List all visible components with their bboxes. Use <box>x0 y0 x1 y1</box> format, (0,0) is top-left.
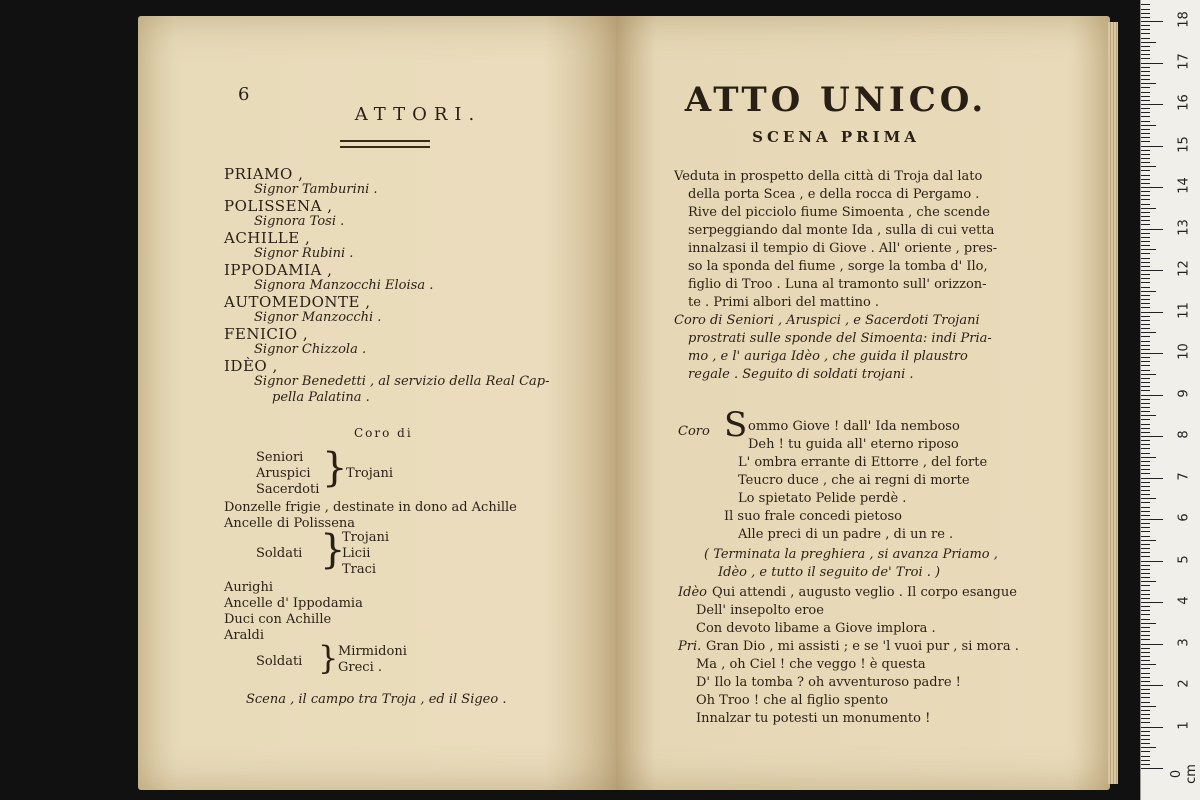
ruler-tick <box>1141 46 1150 47</box>
ruler-tick <box>1141 141 1150 142</box>
ruler-tick <box>1141 668 1150 669</box>
other-role: Ancelle d' Ippodamia <box>224 596 363 611</box>
ruler-tick <box>1141 407 1150 408</box>
ruler-tick <box>1141 656 1150 657</box>
ruler-tick <box>1141 764 1150 765</box>
open-book <box>138 16 1110 790</box>
page-title: ATTORI. <box>354 104 482 125</box>
ruler-number: 7 <box>1176 471 1192 481</box>
ruler-tick <box>1141 652 1150 653</box>
ruler-tick <box>1141 67 1150 68</box>
verse-line: Innalzar tu potesti un monumento ! <box>696 711 931 726</box>
ruler-tick <box>1141 191 1150 192</box>
ruler-tick <box>1141 245 1150 246</box>
ruler-tick <box>1141 270 1163 271</box>
ruler-tick <box>1141 473 1150 474</box>
drop-cap: S <box>724 405 748 445</box>
ruler-tick <box>1141 577 1150 578</box>
soldati-member: Greci . <box>338 660 382 675</box>
ruler-tick <box>1141 639 1150 640</box>
ruler-number: 2 <box>1176 679 1192 688</box>
cast-role: IDÈO , <box>224 357 278 375</box>
ruler-tick <box>1141 116 1150 117</box>
ruler-tick <box>1141 444 1150 445</box>
other-role: Aurighi <box>224 580 273 595</box>
ruler-tick <box>1141 179 1150 180</box>
desc-line: mo , e l' auriga Idèo , che guida il plaustro <box>688 349 968 364</box>
ruler-tick <box>1141 307 1150 308</box>
ruler-number: 14 <box>1176 177 1192 194</box>
cast-actor: Signor Chizzola . <box>254 342 367 357</box>
ruler-tick <box>1141 627 1150 628</box>
desc-line: Coro di Seniori , Aruspici , e Sacerdoti Trojani <box>674 313 980 328</box>
cast-role: IPPODAMIA , <box>224 261 333 279</box>
ruler-tick <box>1141 702 1150 703</box>
ruler-tick <box>1141 594 1150 595</box>
ruler-tick <box>1141 424 1150 425</box>
ruler-tick <box>1141 382 1150 383</box>
page-number: 6 <box>238 84 250 105</box>
ruler-tick <box>1141 673 1150 674</box>
ruler-tick <box>1141 606 1150 607</box>
ruler-tick <box>1141 536 1150 537</box>
coro-member: Sacerdoti <box>256 482 320 497</box>
soldati-label: Soldati <box>256 654 303 669</box>
soldati-member: Trojani <box>342 530 390 545</box>
ruler-tick <box>1141 29 1150 30</box>
ruler-tick <box>1141 104 1163 105</box>
desc-line: regale . Seguito di soldati trojani . <box>688 367 914 382</box>
cast-actor: Signor Manzocchi . <box>254 310 382 325</box>
ruler-tick <box>1141 112 1150 113</box>
ruler-tick <box>1141 96 1150 97</box>
ruler-tick <box>1141 623 1156 624</box>
desc-line: della porta Scea , e della rocca di Pergamo . <box>688 187 980 202</box>
ruler-tick <box>1141 125 1156 126</box>
ruler-tick <box>1141 336 1150 337</box>
ruler-tick <box>1141 660 1150 661</box>
other-role: Duci con Achille <box>224 612 332 627</box>
ruler-tick <box>1141 428 1150 429</box>
ruler-tick <box>1141 63 1163 64</box>
ruler-tick <box>1141 299 1150 300</box>
desc-line: te . Primi albori del mattino . <box>688 295 880 310</box>
ruler-tick <box>1141 573 1150 574</box>
ornament-divider <box>340 140 430 148</box>
ruler-tick <box>1141 150 1150 151</box>
ruler-tick <box>1141 13 1150 14</box>
ruler-tick <box>1141 540 1156 541</box>
ruler-tick <box>1141 324 1150 325</box>
ruler-number: 15 <box>1176 135 1192 153</box>
ruler-number: 3 <box>1176 637 1192 647</box>
ruler-tick <box>1141 54 1150 55</box>
ruler-tick <box>1141 739 1150 740</box>
ruler-number: 4 <box>1176 596 1192 605</box>
ruler-tick <box>1141 154 1150 155</box>
ruler-tick <box>1141 166 1156 167</box>
left-page <box>138 16 616 790</box>
desc-line: Veduta in prospetto della città di Troja dal lato <box>674 169 983 184</box>
verse-line: Deh ! tu guida all' eterno riposo <box>748 437 959 452</box>
ruler-tick <box>1141 465 1150 466</box>
verse-line: Dell' insepolto eroe <box>696 603 824 618</box>
ruler-tick <box>1141 295 1150 296</box>
ruler-tick <box>1141 432 1150 433</box>
soldati-members <box>338 644 407 676</box>
verse-line: Oh Troo ! che al figlio spento <box>696 693 889 708</box>
ruler-tick <box>1141 486 1150 487</box>
verse-line: Con devoto libame a Giove implora . <box>696 621 936 636</box>
ruler-tick <box>1141 515 1150 516</box>
ruler-tick <box>1141 133 1150 134</box>
ruler-number: 18 <box>1176 11 1192 28</box>
ruler-tick <box>1141 619 1150 620</box>
ruler-tick <box>1141 75 1150 76</box>
page-edges <box>1108 22 1118 784</box>
verse-line: Lo spietato Pelide perdè . <box>738 491 907 506</box>
cast-actor: Signora Tosi . <box>254 214 345 229</box>
ruler-number: 16 <box>1176 94 1192 111</box>
ruler-tick <box>1141 386 1150 387</box>
ruler-tick <box>1141 224 1150 225</box>
other-role: Araldi <box>224 628 264 643</box>
ruler-tick <box>1141 403 1150 404</box>
desc-line: prostrati sulle sponde del Simoenta: indi Pria- <box>688 331 992 346</box>
coro-heading: Coro di <box>354 426 413 440</box>
ruler-tick <box>1141 685 1163 686</box>
ruler-tick <box>1141 602 1163 603</box>
ruler-tick <box>1141 581 1156 582</box>
ruler-number: 11 <box>1176 301 1192 319</box>
ruler-tick <box>1141 50 1150 51</box>
ruler-tick <box>1141 419 1150 420</box>
cast-role: POLISSENA , <box>224 197 333 215</box>
ruler-tick <box>1141 760 1150 761</box>
ruler-number: 0 cm <box>1169 764 1199 784</box>
ruler-tick <box>1141 747 1156 748</box>
ruler-tick <box>1141 341 1150 342</box>
ruler-tick <box>1141 208 1156 209</box>
ruler-tick <box>1141 561 1163 562</box>
ruler-tick <box>1141 58 1150 59</box>
ruler-tick <box>1141 590 1150 591</box>
ruler-tick <box>1141 677 1150 678</box>
ruler-number: 6 <box>1176 513 1192 522</box>
soldati-member: Mirmidoni <box>338 644 407 659</box>
ruler-tick <box>1141 494 1150 495</box>
ruler-tick <box>1141 253 1150 254</box>
ruler-number: 10 <box>1176 343 1192 360</box>
desc-line: Rive del picciolo fiume Simoenta , che scende <box>688 205 990 220</box>
ruler-tick <box>1141 453 1150 454</box>
ruler-tick <box>1141 436 1163 437</box>
cast-actor: Signor Tamburini . <box>254 182 378 197</box>
ruler-tick <box>1141 146 1163 147</box>
ruler-tick <box>1141 689 1150 690</box>
ruler-tick <box>1141 21 1163 22</box>
ruler-tick <box>1141 735 1150 736</box>
ruler-tick <box>1141 332 1156 333</box>
ruler-tick <box>1141 237 1150 238</box>
stage-direction: ( Terminata la preghiera , si avanza Priamo , <box>704 547 998 562</box>
brace-icon: } <box>322 445 348 491</box>
ruler-tick <box>1141 565 1150 566</box>
ruler-tick <box>1141 303 1150 304</box>
ruler-tick <box>1141 229 1163 230</box>
ruler-tick <box>1141 249 1156 250</box>
ruler-tick <box>1141 614 1150 615</box>
soldati-label: Soldati <box>256 546 303 561</box>
scene-title: SCENA PRIMA <box>752 128 920 146</box>
ruler-tick <box>1141 287 1150 288</box>
ruler-tick <box>1141 357 1150 358</box>
coro-member: Seniori <box>256 450 304 465</box>
verse-line: Qui attendi , augusto veglio . Il corpo esangue <box>712 585 1017 600</box>
speaker-label: Idèo <box>678 585 707 600</box>
ruler-tick <box>1141 291 1156 292</box>
ruler-tick <box>1141 644 1163 645</box>
ruler-tick <box>1141 374 1156 375</box>
ruler-tick <box>1141 768 1163 769</box>
cast-actor-cont: pella Palatina . <box>272 390 370 405</box>
ruler-tick <box>1141 457 1156 458</box>
ruler-tick <box>1141 162 1150 163</box>
measuring-ruler <box>1140 0 1200 800</box>
ruler-tick <box>1141 266 1150 267</box>
ruler-tick <box>1141 274 1150 275</box>
scene-note: Scena , il campo tra Troja , ed il Sigeo . <box>246 692 507 707</box>
brace-icon: } <box>320 527 346 573</box>
verse-line: Teucro duce , che ai regni di morte <box>738 473 970 488</box>
ruler-tick <box>1141 556 1150 557</box>
ruler-tick <box>1141 411 1150 412</box>
ruler-tick <box>1141 349 1150 350</box>
brace-icon: } <box>318 639 339 677</box>
cast-list <box>224 166 564 406</box>
ruler-tick <box>1141 137 1150 138</box>
ruler-tick <box>1141 83 1156 84</box>
cast-role: AUTOMEDONTE , <box>224 293 371 311</box>
ruler-tick <box>1141 461 1150 462</box>
coro-group-label: Trojani <box>346 466 394 481</box>
ruler-tick <box>1141 440 1150 441</box>
ruler-tick <box>1141 378 1150 379</box>
ruler-number: 17 <box>1176 52 1192 70</box>
ruler-tick <box>1141 527 1150 528</box>
ruler-tick <box>1141 282 1150 283</box>
ancelle-line: Ancelle di Polissena <box>224 516 356 531</box>
other-roles <box>224 580 363 644</box>
verse-line: Gran Dio , mi assisti ; e se 'l vuoi pur , si mora . <box>706 639 1019 654</box>
ruler-tick <box>1141 320 1150 321</box>
ruler-tick <box>1141 610 1150 611</box>
ruler-tick <box>1141 448 1150 449</box>
ruler-tick <box>1141 195 1150 196</box>
ruler-tick <box>1141 490 1150 491</box>
ruler-tick <box>1141 33 1150 34</box>
ruler-tick <box>1141 415 1156 416</box>
ruler-tick <box>1141 258 1150 259</box>
ruler-tick <box>1141 714 1150 715</box>
cast-actor: Signora Manzocchi Eloisa . <box>254 278 434 293</box>
ruler-tick <box>1141 187 1163 188</box>
cast-actor: Signor Benedetti , al servizio della Real Cap- <box>254 374 550 389</box>
ruler-tick <box>1141 158 1150 159</box>
ruler-tick <box>1141 199 1150 200</box>
soldati-members <box>342 530 389 578</box>
verse-line: Ma , oh Ciel ! che veggo ! è questa <box>696 657 926 672</box>
ruler-tick <box>1141 25 1150 26</box>
ruler-tick <box>1141 710 1150 711</box>
ruler-tick <box>1141 121 1150 122</box>
ruler-number: 1 <box>1176 720 1192 730</box>
ruler-tick <box>1141 175 1150 176</box>
ruler-tick <box>1141 365 1150 366</box>
ruler-tick <box>1141 731 1150 732</box>
ruler-tick <box>1141 92 1150 93</box>
ruler-tick <box>1141 129 1150 130</box>
ruler-tick <box>1141 523 1150 524</box>
ruler-tick <box>1141 635 1150 636</box>
desc-line: serpeggiando dal monte Ida , sulla di cui vetta <box>688 223 995 238</box>
scene-description <box>674 168 1014 312</box>
donzelle-line: Donzelle frigie , destinate in dono ad Achille <box>224 500 517 515</box>
verse-line: L' ombra errante di Ettorre , del forte <box>738 455 988 470</box>
ruler-tick <box>1141 693 1150 694</box>
ruler-tick <box>1141 328 1150 329</box>
ruler-tick <box>1141 502 1150 503</box>
ruler-tick <box>1141 478 1163 479</box>
ruler-tick <box>1141 681 1150 682</box>
ruler-tick <box>1141 278 1150 279</box>
cast-role: FENICIO , <box>224 325 309 343</box>
ruler-number: 13 <box>1176 218 1192 236</box>
ruler-tick <box>1141 395 1163 396</box>
verse-line: Alle preci di un padre , di un re . <box>738 527 954 542</box>
ruler-tick <box>1141 345 1150 346</box>
ruler-tick <box>1141 507 1150 508</box>
cast-role: PRIAMO , <box>224 165 304 183</box>
verse-line: ommo Giove ! dall' Ida nemboso <box>748 419 960 434</box>
ruler-tick <box>1141 87 1150 88</box>
ruler-tick <box>1141 482 1150 483</box>
coro-members <box>256 450 319 498</box>
ruler-tick <box>1141 548 1150 549</box>
ruler-tick <box>1141 370 1150 371</box>
ruler-tick <box>1141 220 1150 221</box>
ruler-tick <box>1141 727 1163 728</box>
coro-description <box>674 312 1014 384</box>
right-page <box>616 16 1110 790</box>
ruler-tick <box>1141 519 1163 520</box>
desc-line: so la sponda del fiume , sorge la tomba d' Ilo, <box>688 259 988 274</box>
ruler-tick <box>1141 598 1150 599</box>
ruler-tick <box>1141 4 1150 5</box>
ruler-tick <box>1141 212 1150 213</box>
ruler-number: 5 <box>1176 554 1192 564</box>
ruler-tick <box>1141 100 1150 101</box>
ruler-tick <box>1141 722 1150 723</box>
ruler-tick <box>1141 183 1150 184</box>
ruler-tick <box>1141 9 1150 10</box>
ruler-tick <box>1141 316 1150 317</box>
ruler-tick <box>1141 751 1150 752</box>
ruler-tick <box>1141 79 1150 80</box>
ruler-tick <box>1141 544 1150 545</box>
ruler-tick <box>1141 204 1150 205</box>
desc-line: figlio di Troo . Luna al tramonto sull' orizzon- <box>688 277 987 292</box>
cast-actor: Signor Rubini . <box>254 246 354 261</box>
ruler-number: 12 <box>1176 260 1192 277</box>
soldati-member: Licii <box>342 546 371 561</box>
ruler-tick <box>1141 511 1150 512</box>
ruler-number: 8 <box>1176 430 1192 439</box>
verse-line: Il suo frale concedi pietoso <box>724 509 902 524</box>
ruler-tick <box>1141 108 1150 109</box>
ruler-tick <box>1141 631 1150 632</box>
ruler-tick <box>1141 233 1150 234</box>
ruler-tick <box>1141 353 1163 354</box>
ruler-tick <box>1141 42 1156 43</box>
verse-line: D' Ilo la tomba ? oh avventuroso padre ! <box>696 675 961 690</box>
ruler-tick <box>1141 241 1150 242</box>
ruler-tick <box>1141 71 1150 72</box>
ruler-tick <box>1141 312 1163 313</box>
act-title: ATTO UNICO. <box>684 80 988 120</box>
ruler-tick <box>1141 17 1150 18</box>
ruler-tick <box>1141 585 1150 586</box>
ruler-tick <box>1141 498 1156 499</box>
ruler-number: 9 <box>1176 388 1192 398</box>
ruler-tick <box>1141 648 1150 649</box>
ruler-tick <box>1141 756 1150 757</box>
ruler-tick <box>1141 743 1150 744</box>
ruler-tick <box>1141 170 1150 171</box>
ruler-tick <box>1141 262 1150 263</box>
ruler-tick <box>1141 718 1150 719</box>
ruler-tick <box>1141 697 1150 698</box>
ruler-tick <box>1141 706 1156 707</box>
ruler-tick <box>1141 38 1150 39</box>
ruler-tick <box>1141 399 1150 400</box>
desc-line: innalzasi il tempio di Giove . All' oriente , pres- <box>688 241 998 256</box>
ruler-tick <box>1141 361 1150 362</box>
speaker-label: Pri. <box>678 639 702 654</box>
soldati-member: Traci <box>342 562 377 577</box>
cast-role: ACHILLE , <box>224 229 311 247</box>
ruler-tick <box>1141 469 1150 470</box>
coro-member: Aruspici <box>256 466 311 481</box>
ruler-tick <box>1141 664 1156 665</box>
stage-direction: Idèo , e tutto il seguito de' Troi . ) <box>718 565 941 580</box>
ruler-tick <box>1141 569 1150 570</box>
ruler-tick <box>1141 552 1150 553</box>
ruler-tick <box>1141 216 1150 217</box>
ruler-tick <box>1141 390 1150 391</box>
ruler-tick <box>1141 531 1150 532</box>
speaker-label: Coro <box>678 424 710 439</box>
